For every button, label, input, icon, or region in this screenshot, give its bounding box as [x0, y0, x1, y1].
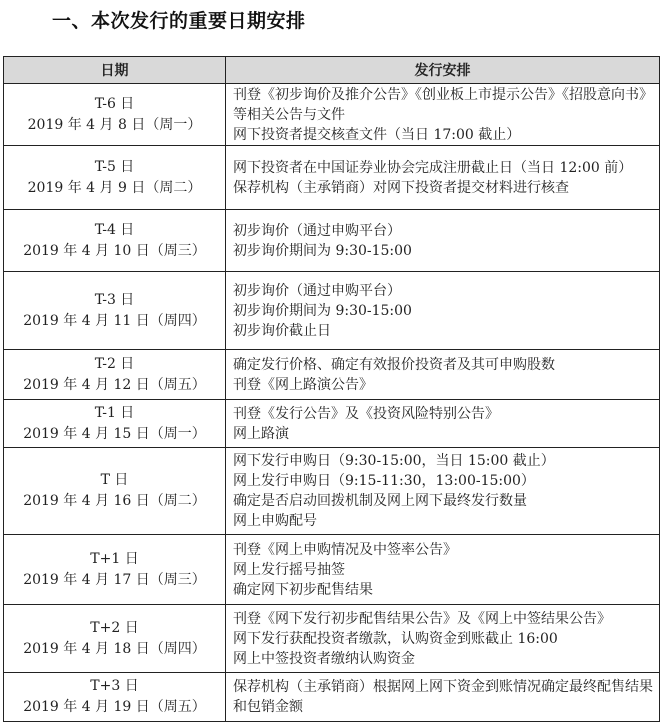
- plan-item: 刊登《网上路演公告》: [233, 376, 373, 393]
- plan-item: 网下投资者在中国证券业协会完成注册截止日（当日 12:00 前）: [233, 159, 633, 176]
- trading-day: T-3 日: [94, 291, 135, 308]
- plan-item: 刊登《初步询价及推介公告》《创业板上市提示公告》《招股意向书》等相关公告与文件: [233, 86, 653, 123]
- schedule-table: [3, 56, 660, 722]
- plan-item: 网上发行摇号抽签: [233, 561, 345, 578]
- plan-cell: [226, 84, 660, 146]
- plan-item: 确定是否启动回拨机制及网上网下最终发行数量: [233, 493, 527, 509]
- section-title: 一、本次发行的重要日期安排: [52, 10, 306, 32]
- plan-item: 初步询价截止日: [233, 322, 331, 339]
- date-cell: [4, 400, 226, 448]
- trading-day: T-1 日: [94, 404, 135, 421]
- trading-day: T-6 日: [94, 95, 135, 112]
- date-cell: [4, 210, 226, 272]
- date-cell: [4, 673, 226, 722]
- table-row: [4, 146, 660, 210]
- plan-item: 网上中签投资者缴纳认购资金: [233, 650, 415, 667]
- plan-cell: [226, 535, 660, 605]
- table-row: [4, 448, 660, 535]
- plan-cell: [226, 605, 660, 673]
- date-cell: [4, 84, 226, 146]
- table-row: [4, 272, 660, 350]
- calendar-date: 2019 年 4 月 9 日（周二）: [27, 179, 202, 196]
- calendar-date: 2019 年 4 月 10 日（周三）: [23, 242, 206, 259]
- trading-day: T-5 日: [94, 158, 135, 175]
- calendar-date: 2019 年 4 月 12 日（周五）: [23, 376, 206, 393]
- plan-item: 刊登《发行公告》及《投资风险特别公告》: [233, 405, 499, 422]
- plan-item: 网上申购配号: [233, 513, 317, 529]
- calendar-date: 2019 年 4 月 16 日（周二）: [23, 493, 206, 509]
- plan-cell: [226, 272, 660, 350]
- plan-item: 网下发行获配投资者缴款，认购资金到账截止 16:00: [233, 630, 558, 647]
- table-row: [4, 605, 660, 673]
- table-row: [4, 84, 660, 146]
- plan-cell: [226, 210, 660, 272]
- trading-day: T 日: [100, 472, 129, 488]
- plan-item: 网下投资者提交核查文件（当日 17:00 截止）: [233, 126, 521, 143]
- plan-item: 网上发行申购日（9:15-11:30，13:00-15:00）: [233, 473, 535, 489]
- plan-item: 初步询价（通过申购平台）: [233, 222, 401, 239]
- plan-item: 初步询价期间为 9:30-15:00: [233, 242, 412, 259]
- plan-item: 网下发行申购日（9:30-15:00，当日 15:00 截止）: [233, 453, 555, 469]
- calendar-date: 2019 年 4 月 17 日（周三）: [23, 571, 206, 588]
- plan-cell: [226, 673, 660, 722]
- table-row: [4, 535, 660, 605]
- date-cell: [4, 535, 226, 605]
- plan-cell: [226, 146, 660, 210]
- date-cell: [4, 448, 226, 535]
- plan-cell: [226, 400, 660, 448]
- plan-item: 确定网下初步配售结果: [233, 581, 373, 598]
- plan-item: 刊登《网下发行初步配售结果公告》及《网上中签结果公告》: [233, 610, 611, 627]
- plan-item: 刊登《网上申购情况及中签率公告》: [233, 541, 457, 558]
- plan-cell: [226, 448, 660, 535]
- plan-item: 保荐机构（主承销商）根据网上网下资金到账情况确定最终配售结果和包销金额: [233, 679, 653, 715]
- plan-cell: [226, 350, 660, 400]
- table-row: [4, 350, 660, 400]
- date-cell: [4, 146, 226, 210]
- calendar-date: 2019 年 4 月 18 日（周四）: [23, 640, 206, 657]
- header-date: 日期: [4, 57, 226, 84]
- date-cell: [4, 605, 226, 673]
- plan-item: 初步询价期间为 9:30-15:00: [233, 302, 412, 319]
- calendar-date: 2019 年 4 月 8 日（周一）: [27, 116, 202, 133]
- trading-day: T-4 日: [94, 221, 135, 238]
- trading-day: T-2 日: [94, 355, 135, 372]
- table-row: [4, 210, 660, 272]
- calendar-date: 2019 年 4 月 11 日（周四）: [23, 312, 206, 329]
- trading-day: T+1 日: [90, 550, 139, 567]
- plan-item: 确定发行价格、确定有效报价投资者及其可申购股数: [233, 356, 555, 373]
- calendar-date: 2019 年 4 月 19 日（周五）: [23, 699, 206, 715]
- trading-day: T+2 日: [90, 619, 139, 636]
- header-plan: 发行安排: [226, 57, 660, 84]
- plan-item: 初步询价（通过申购平台）: [233, 282, 401, 299]
- table-row: [4, 673, 660, 722]
- plan-item: 保荐机构（主承销商）对网下投资者提交材料进行核查: [233, 179, 569, 196]
- table-row: [4, 400, 660, 448]
- trading-day: T+3 日: [90, 678, 139, 694]
- plan-item: 网上路演: [233, 425, 289, 442]
- date-cell: [4, 272, 226, 350]
- date-cell: [4, 350, 226, 400]
- calendar-date: 2019 年 4 月 15 日（周一）: [23, 425, 206, 442]
- table-header-row: [4, 57, 660, 84]
